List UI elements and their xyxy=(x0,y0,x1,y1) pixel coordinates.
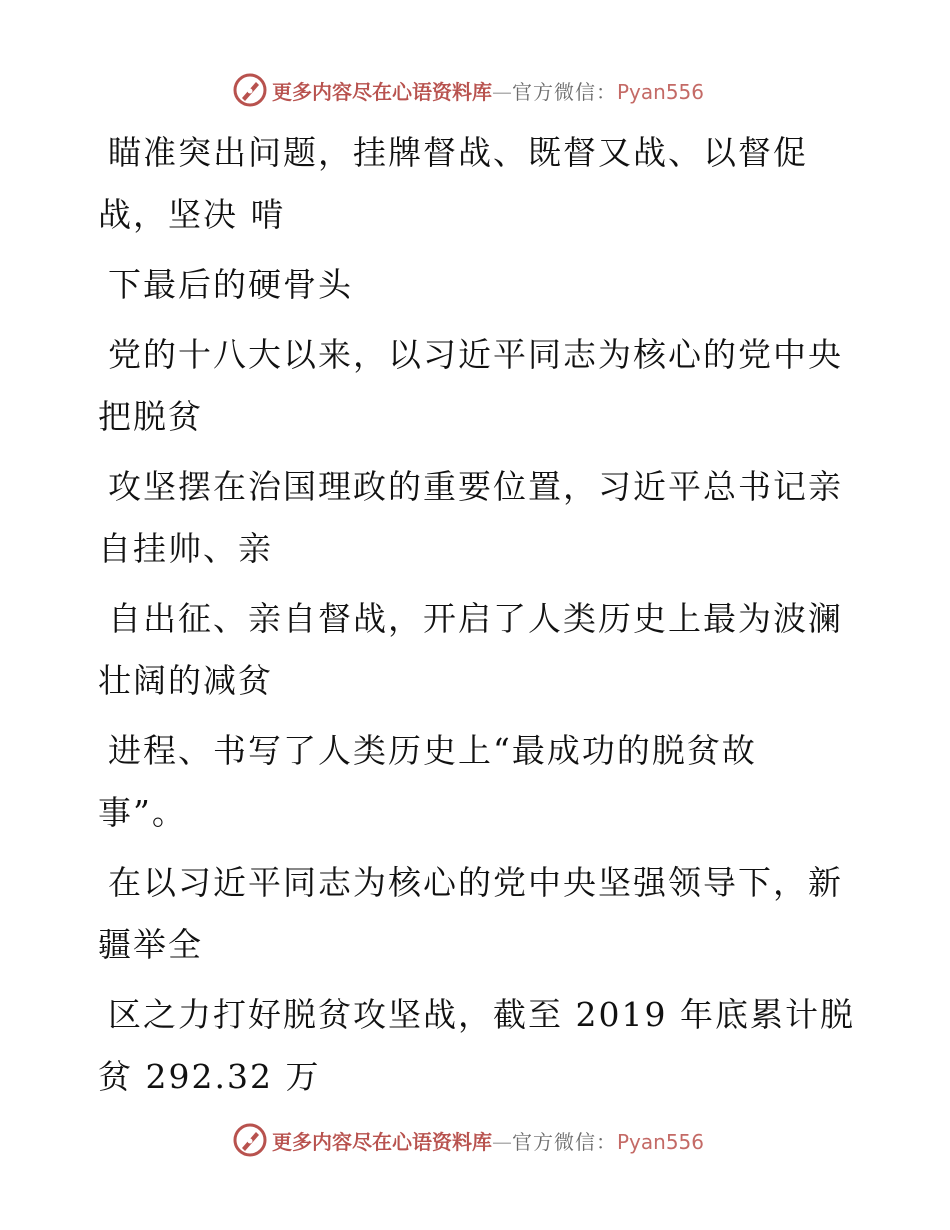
text-line: 壮阔的减贫 xyxy=(98,661,273,700)
text-line: 党的十八大以来，以习近平同志为核心的党中央 xyxy=(108,335,843,374)
paragraph xyxy=(98,122,838,246)
text-line: 下最后的硬骨头 xyxy=(108,265,353,304)
paragraph xyxy=(98,254,838,316)
text-line: 战，坚决 啃 xyxy=(98,195,286,234)
banner-main-text: 更多内容尽在心语资料库 xyxy=(272,1129,492,1154)
text-line: 贫 292.32 万 xyxy=(98,1057,321,1096)
banner-dash: — xyxy=(492,79,512,104)
banner-text xyxy=(272,76,704,105)
banner-wechat-id: Pyan556 xyxy=(617,1129,705,1154)
paragraph xyxy=(98,588,843,712)
pen-logo-icon xyxy=(232,1122,268,1158)
footer-banner xyxy=(232,1120,712,1160)
paragraph xyxy=(98,984,855,1108)
text-line: 事”。 xyxy=(98,793,187,832)
text-line: 自挂帅、亲 xyxy=(98,529,273,568)
text-line: 自出征、亲自督战，开启了人类历史上最为波澜 xyxy=(108,599,843,638)
pen-logo-icon xyxy=(232,72,268,108)
banner-text xyxy=(272,1126,704,1155)
banner-sub-text: 官方微信： xyxy=(512,79,617,104)
header-banner xyxy=(232,70,712,110)
banner-wechat-id: Pyan556 xyxy=(617,79,705,104)
paragraph xyxy=(98,456,843,580)
paragraph xyxy=(98,720,838,844)
text-line: 把脱贫 xyxy=(98,397,203,436)
paragraph xyxy=(98,852,843,976)
text-line: 攻坚摆在治国理政的重要位置，习近平总书记亲 xyxy=(108,467,843,506)
paragraph xyxy=(98,324,843,448)
text-line: 进程、书写了人类历史上“最成功的脱贫故 xyxy=(108,731,757,770)
document-body xyxy=(98,122,855,1116)
text-line: 在以习近平同志为核心的党中央坚强领导下，新 xyxy=(108,863,843,902)
text-line: 瞄准突出问题，挂牌督战、既督又战、以督促 xyxy=(108,133,808,172)
banner-sub-text: 官方微信： xyxy=(512,1129,617,1154)
banner-dash: — xyxy=(492,1129,512,1154)
text-line: 区之力打好脱贫攻坚战，截至 2019 年底累计脱 xyxy=(108,995,855,1034)
text-line: 疆举全 xyxy=(98,925,203,964)
banner-main-text: 更多内容尽在心语资料库 xyxy=(272,79,492,104)
